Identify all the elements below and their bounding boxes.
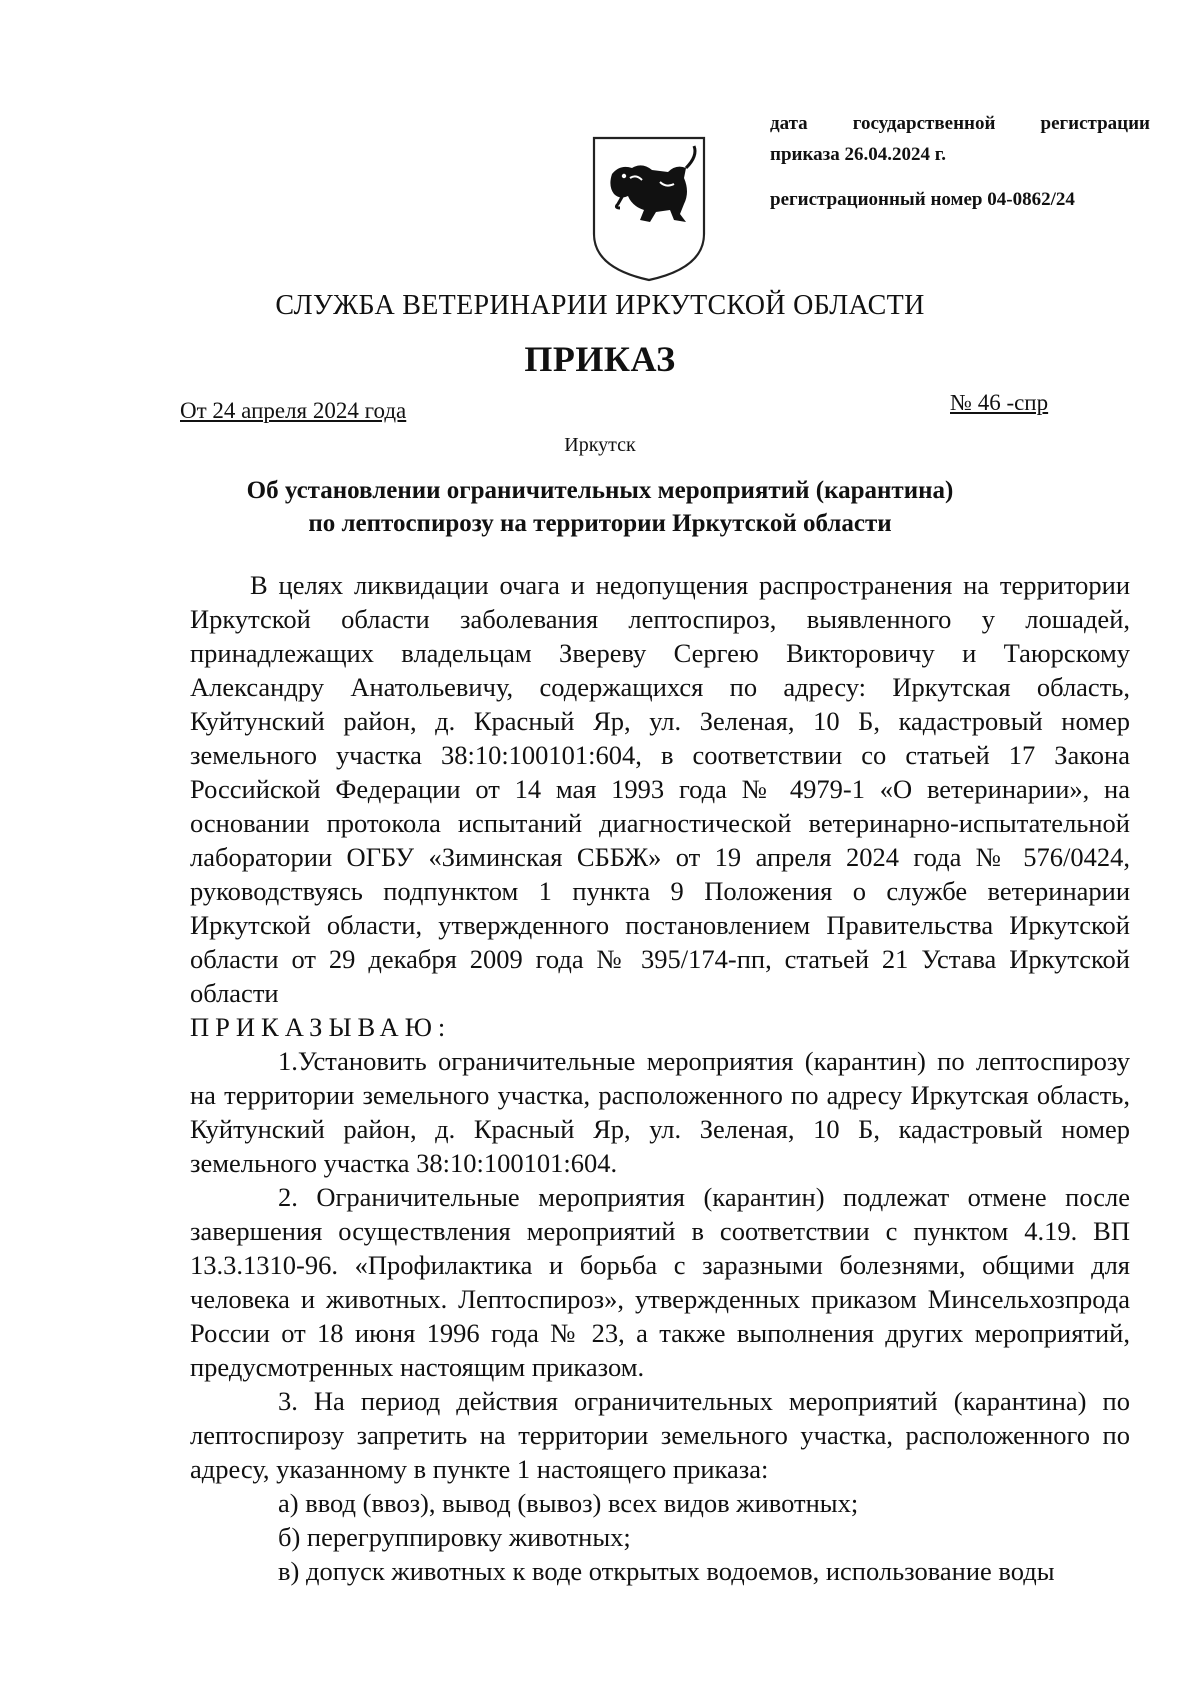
clause-3-item-b: б) перегруппировку животных; bbox=[278, 1522, 631, 1552]
city: Иркутск bbox=[564, 434, 636, 456]
order-subject bbox=[150, 474, 1050, 540]
clause-1: 1.Установить ограничительные мероприятия (карантин) по лептоспирозу на территории земельного участка, расположенного по адресу Иркутская область, Куйтунский район, д. Красный Яр, ул. Зеленая, 10 Б, кадастровый номер земельного участка 38:10:100101:604. bbox=[190, 1046, 1130, 1178]
service-title: СЛУЖБА ВЕТЕРИНАРИИ ИРКУТСКОЙ ОБЛАСТИ bbox=[275, 290, 925, 321]
irkutsk-coat-of-arms-icon bbox=[590, 134, 708, 284]
clause-3-item-a: а) ввод (ввоз), вывод (вывоз) всех видов животных; bbox=[278, 1488, 859, 1518]
order-number: № 46 -спр bbox=[950, 390, 1049, 415]
orders-heading: ПРИКАЗЫВАЮ: bbox=[190, 1012, 452, 1042]
subject-line-1: Об установлении ограничительных мероприятий (карантина) bbox=[246, 477, 954, 504]
registration-info bbox=[770, 108, 1150, 215]
clause-3-item-c: в) допуск животных к воде открытых водоемов, использование воды bbox=[278, 1556, 1055, 1586]
order-body bbox=[190, 568, 1130, 1588]
registration-date: приказа 26.04.2024 г. bbox=[770, 144, 946, 165]
order-date: От 24 апреля 2024 года bbox=[180, 398, 407, 423]
clause-3: 3. На период действия ограничительных мероприятий (карантина) по лептоспирозу запретить на территории земельного участка, расположенного по адресу, указанному в пункте 1 настоящего приказа: bbox=[190, 1386, 1130, 1484]
registration-date-label: дата государственной регистрации bbox=[770, 113, 1150, 134]
document-type-title: ПРИКАЗ bbox=[524, 339, 676, 379]
registration-number: регистрационный номер 04-0862/24 bbox=[770, 189, 1075, 210]
preamble-paragraph: В целях ликвидации очага и недопущения распространения на территории Иркутской области заболевания лептоспироз, выявленного у лошадей, принадлежащих владельцам Звереву Сергею Викторовичу и Таюрскому Александру Анатольевичу, содержащихся по адресу: Иркутская область, Куйтунский район, д. Красный Яр, ул. Зеленая, 10 Б, кадастровый номер земельного участка 38:10:100101:604, в соответствии со статьей 17 Закона Российской Федерации от 14 мая 1993 года № 4979-1 «О ветеринарии», на основании протокола испытаний диагностической ветеринарно-испытательной лаборатории ОГБУ «Зиминская СББЖ» от 19 апреля 2024 года № 576/0424, руководствуясь подпунктом 1 пункта 9 Положения о службе ветеринарии Иркутской области, утвержденного постановлением Правительства Иркутской области от 29 декабря 2009 года № 395/174-пп, статьей 21 Устава Иркутской области bbox=[190, 570, 1130, 1008]
clause-2: 2. Ограничительные мероприятия (карантин) подлежат отмене после завершения осуществления мероприятий в соответствии с пунктом 4.19. ВП 13.3.1310-96. «Профилактика и борьба с заразными болезнями, общими для человека и животных. Лептоспироз», утвержденных приказом Минсельхозпрода России от 18 июня 1996 года № 23, а также выполнения других мероприятий, предусмотренных настоящим приказом. bbox=[190, 1182, 1130, 1382]
subject-line-2: по лептоспирозу на территории Иркутской области bbox=[308, 510, 892, 537]
